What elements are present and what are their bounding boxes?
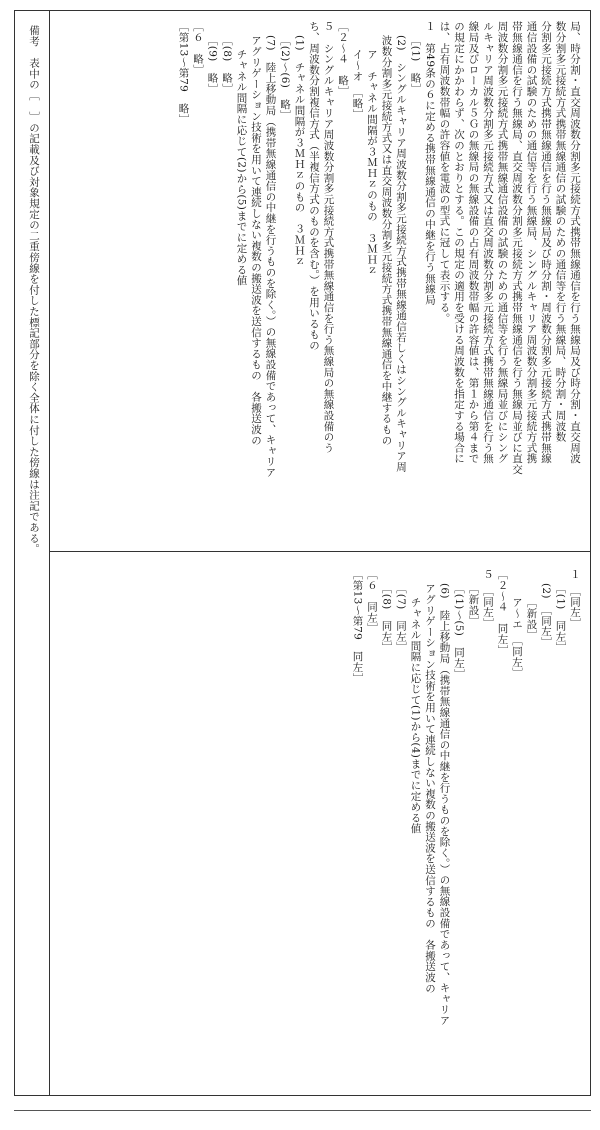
text-line: 線局及びローカル５Ｇの無線局の無線設備の占有周波数帯幅の許容値は、第１から第４まで [467,21,480,464]
text-line: ［(1)～(5) 同左］ [453,583,465,680]
text-line: ［(2)～(6) 略］ [279,35,291,121]
text-line: (6) 陸上移動局（携帯無線通信の中継を行うものを除く。）の無線設備であって、キャリア [438,583,451,1026]
page-bottom-rule [14,1110,591,1111]
remarks-note: 備考 表中の［ ］の記載及び対象規定の二重傍線を付した標記部分を除く全体に付した傍線は注記である。 [28,25,40,555]
text-line: (2) ［同左］ [540,583,552,648]
text-line: ［６ 略］ [192,21,204,75]
text-line: １ ［同左］ [569,569,581,629]
current-lines [350,569,582,1089]
text-line: ［(8) 略］ [221,35,233,94]
text-line: ［２～４ 同左］ [496,569,509,656]
text-line: ［(1) 略］ [409,35,422,94]
text-line: ルキャリア周波数分割多元接続方式又は直交周波数分割多元接続方式携帯無線通信を行う無 [482,21,494,464]
text-line: イ～オ ［略］ [351,49,364,120]
text-line: チャネル間隔に応じて(2)から(5)までに定める値 [235,49,248,286]
text-line: (2) シングルキャリア周波数分割多元接続方式携帯無線通信若しくはシングルキャリア周 [395,35,407,472]
text-line: ［第13～第79 同左］ [351,569,364,684]
text-line: ［６ 同左］ [366,569,378,634]
text-line: ５ シングルキャリア周波数分割多元接続方式携帯無線通信を行う無線局の無線設備のう [322,21,335,453]
body-column [49,11,590,1095]
text-line: 帯無線通信を行う無線局、直交周波数分割多元接続方式携帯無線通信を行う無線局並びに直交 [511,21,523,475]
text-line: アグリゲーション技術を用いて連続しない複数の搬送波を送信するもの 各搬送波の [424,583,436,994]
current-text-section [50,559,590,1095]
text-line: ア～エ ［同左］ [511,597,523,679]
text-line: ［新設］ [525,597,538,641]
text-line: １ 第49条の６に定める携帯無線通信の中継を行う無線局 [424,21,436,305]
text-line: ［(1) 同左］ [554,583,567,653]
text-line: 周波数分割多元接続方式携帯無線通信設備の試験のための通信等を行う無線局並びにシング [496,21,509,464]
text-line: の規定にかかわらず、次のとおりとする。この規定の適用を受ける周波数を指定する場合に [453,21,465,464]
text-line: ５ ［同左］ [482,569,494,629]
text-line: アグリゲーション技術を用いて連続しない複数の搬送波を送信するもの 各搬送波の [250,35,262,446]
text-line: ち、周波数分割複信方式（半複信方式のものを含む。）を用いるもの [308,21,320,351]
comparison-table [14,10,591,1096]
text-line: 波数分割多元接続方式又は直交周波数分割多元接続方式携帯無線通信を中継するもの [380,35,393,446]
revised-lines [176,21,582,541]
text-line: ［(7) 同左］ [395,583,407,653]
text-line: ［２～４ 略］ [337,21,349,97]
text-line: 通信設備の試験のための通信等を行う無線局、シングルキャリア周波数分割多元接続方式携 [525,21,538,464]
text-line: (7) 陸上移動局（携帯無線通信の中継を行うものを除く。）の無線設備であって、キャリア [264,35,277,478]
text-line: ［新設］ [467,583,480,627]
text-line: 局、時分割・直交周波数分割多元接続方式携帯無線通信を行う無線局及び時分割・直交周波 [569,21,581,464]
text-line: 数分割多元接続方式携帯無線通信の試験のための通信等を行う無線局、時分割・周波数 [554,21,567,443]
text-line: チャネル間隔に応じて(1)から(4)までに定める値 [409,597,422,834]
text-line: ［(8) 同左］ [380,583,393,653]
text-line: 分割多元接続方式携帯無線通信を行う無線局及び時分割・周波数分割多元接続方式携帯無線 [540,21,552,464]
text-line: (1) チャネル間隔が３ＭＨｚのもの ３ＭＨｚ [293,35,306,267]
text-line: ［第13～第79 略］ [177,21,190,125]
text-line: ア チャネル間隔が３ＭＨｚのもの ３ＭＨｚ [366,49,378,276]
note-column [15,11,49,1095]
text-line: ［(9) 略］ [206,35,219,94]
text-line: は、占有周波数帯幅の許容値を電波の型式に冠して表示する。 [438,21,451,324]
revised-text-section [50,11,590,551]
section-divider [50,551,590,552]
